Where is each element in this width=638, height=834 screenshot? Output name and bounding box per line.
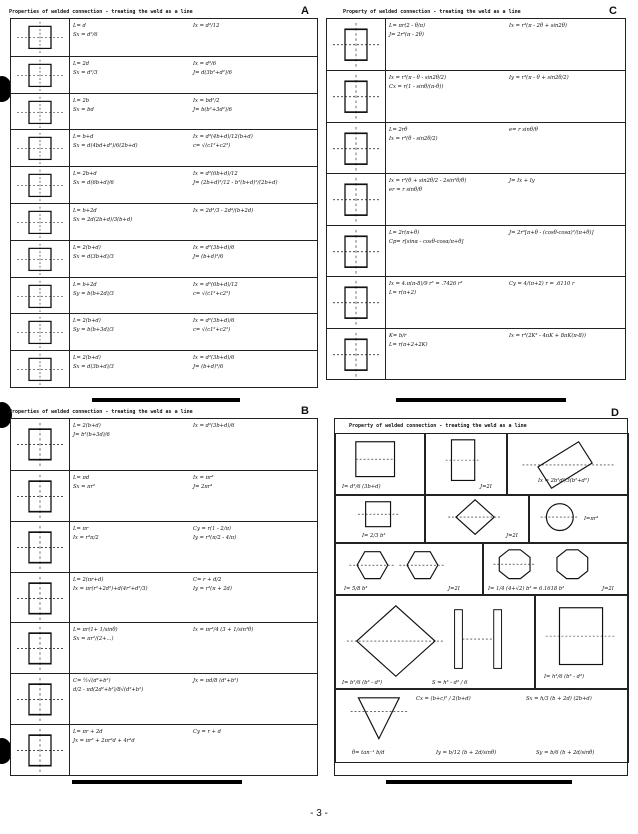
panel-c (326, 5, 626, 380)
table-row (11, 350, 317, 388)
formula: Iy = b/12 (b + 2d/sinθ) (436, 750, 497, 756)
formula: Ix = r³(π - 2θ + sin2θ) (509, 23, 567, 29)
table-row (11, 129, 317, 167)
formula: Sx = d(3b+d)/3 (73, 253, 114, 260)
formula: L= 2b+d (73, 171, 97, 178)
formula: Ix = πr³/4 (3 + 1/sin³θ) (193, 627, 254, 634)
formula: L= πr(2 - θ/π) (389, 23, 426, 29)
formula: e= r sinθ/θ (509, 126, 538, 133)
formula: Ix = d²(3b+d)/6 (193, 244, 235, 251)
panel-d (334, 407, 628, 776)
formula: θ= tan⁻¹ b/d (352, 750, 385, 756)
formula: Cp= r[sinα - cosθ-cosα/π+θ] (389, 238, 464, 245)
diagram-square (335, 495, 425, 543)
formula: J= (2b+d)³/12 - b²(b+d)²/(2b+d) (193, 180, 278, 187)
formula: L= 2rθ (389, 126, 408, 133)
section-diagram (11, 419, 70, 470)
diagram-hollow-square-flanged (535, 595, 629, 689)
formula: J= 2r³(π - 2θ) (389, 32, 424, 38)
formula: Ix = πr(r²+2d²)+d(4r²+d²/3) (73, 585, 148, 592)
formula: Sx = d(3b+d)/3 (73, 364, 114, 371)
section-diagram (327, 174, 386, 225)
formula: Jx = πr³ + 2πr²d + 4r²d (73, 738, 135, 745)
section-diagram (11, 278, 70, 315)
formula: L= 2(πr+d) (73, 576, 104, 583)
formula: J=2I (480, 484, 492, 490)
table-row (327, 19, 625, 70)
diagram-octagon (483, 543, 629, 595)
table-row (11, 203, 317, 241)
formula: J= b(b²+3d²)/6 (193, 106, 232, 113)
panel-b-underline (72, 780, 242, 784)
table-row (11, 470, 317, 522)
formula: I= d²/6 (3b+d) (342, 484, 381, 490)
formula: Sy = b(b+2d)/3 (73, 290, 114, 297)
panel-c-underline (396, 398, 566, 402)
formula: d/2 - πd(2d²+b²)/8√(d²+b²) (73, 687, 144, 694)
formula: L= πd (73, 474, 90, 481)
formula: L= r(π+2+2K) (389, 341, 428, 348)
table-row (327, 328, 625, 380)
table-row (327, 225, 625, 277)
formula: Ix = 4.π(π-8)/9 r³ = .7426 r³ (389, 281, 463, 288)
formula: I= 5/8 b³ (344, 586, 368, 592)
table-row (11, 313, 317, 351)
formula: Sy = b(b+3d)/3 (73, 327, 114, 334)
formula: c= √(c1²+c2²) (193, 327, 231, 334)
panel-b (9, 405, 318, 776)
formula: Ix = r³(π - θ - sin2θ/2) (389, 75, 446, 82)
table-row (11, 19, 317, 56)
formula: Sy = b/6 (b + 2d/sinθ) (536, 750, 595, 756)
section-diagram (11, 130, 70, 167)
diagram-hexagon (335, 543, 483, 595)
panel-title: Properties of welded connection - treating the weld as a line (9, 409, 193, 415)
formula: L= πr(1+ 1/sinθ) (73, 627, 118, 634)
formula: c= √(c1²+c2²) (193, 290, 231, 297)
table-row (327, 122, 625, 174)
formula: Sx = d²/3 (73, 69, 98, 76)
formula: Cx = (b+c)² / 2(b+d) (416, 696, 471, 702)
formula: S = h³ - d³ / 6 (432, 680, 468, 686)
formula: J=2I (602, 586, 614, 592)
panel-letter: B (301, 405, 309, 417)
panel-letter: D (611, 407, 619, 419)
formula: Sx = d(6b+d)/6 (73, 180, 114, 187)
formula: Iy = r³(π/2 - 4/π) (193, 534, 237, 541)
formula: J=2I (448, 586, 460, 592)
panel-letter: A (301, 5, 309, 17)
formula: Ix = r³π/2 (73, 534, 99, 541)
formula: c= √(c1²+c2²) (193, 143, 231, 150)
formula: Jx = πd/8 (d²+b²) (193, 678, 239, 685)
formula: Cx = r(1 - sinθ/(π-θ)) (389, 84, 444, 91)
table-row (11, 419, 317, 470)
formula: I= b²/6 (b³ - d³) (342, 680, 383, 686)
formula: Sx = bd (73, 106, 94, 113)
table-row (11, 673, 317, 725)
diagram-inclined-rect (507, 433, 629, 495)
formula: Iy = r³(π + 2d) (193, 585, 232, 592)
formula: Ix = 2d³/3 - 2d⁴/(b+2d) (193, 208, 254, 214)
section-diagram (11, 94, 70, 131)
table-row (11, 521, 317, 573)
section-diagram (327, 71, 386, 122)
formula: Sx = h/3 (b + 2d) (2b+d) (526, 696, 592, 702)
formula: er = r sinθ/θ (389, 187, 422, 194)
panel-a (9, 5, 318, 388)
formula: J= b³(b+3d)/6 (73, 432, 110, 438)
section-diagram (327, 123, 386, 174)
section-diagram (327, 226, 386, 277)
formula: I=πr³ (584, 516, 599, 522)
formula: L= 2(b+d) (73, 318, 101, 325)
panel-letter: C (609, 5, 617, 17)
formula: L= b+2d (73, 208, 97, 214)
section-diagram (11, 314, 70, 351)
formula: Ix = 2b²d²/3(b²+d²) (538, 478, 589, 484)
formula: L= 2d (73, 60, 90, 67)
panel-title: Property of welded connection - treating the weld as a line (349, 423, 527, 429)
formula: J= d(3b²+d²)/6 (193, 69, 232, 76)
section-diagram (11, 573, 70, 624)
formula: Cy = 4/(π+2) r = .6110 r (509, 281, 575, 288)
page-number: - 3 - (310, 808, 328, 819)
diagram-diamond (425, 495, 529, 543)
formula: Ix = d²(3b+d)/6 (193, 423, 235, 429)
section-diagram (11, 19, 70, 56)
formula: Ix = d³/6 (193, 60, 217, 67)
formula: J= (b+d)³/6 (193, 364, 224, 371)
table-row (11, 724, 317, 776)
diagram-circle (529, 495, 629, 543)
table-row (11, 93, 317, 131)
formula: Ix = d²(3b+d)/6 (193, 318, 235, 325)
formula: Ix = d²(3b+d)/6 (193, 355, 235, 362)
formula: I= h³/6 (b³ - d³) (544, 674, 585, 680)
section-diagram (11, 725, 70, 776)
diagram-hollow-rect (425, 433, 507, 495)
formula: Sx = πr² (73, 483, 96, 490)
formula: Ix = d²(6b+d)/12 (193, 171, 238, 178)
table-row (11, 622, 317, 674)
section-diagram (11, 241, 70, 278)
formula: L= 2(b+d) (73, 423, 101, 429)
panel-title: Properties of welded connection - treating the weld as a line (9, 9, 193, 15)
formula: J= 2r³[π+θ - (cosθ-cosα)²/(π+θ)] (509, 229, 594, 236)
formula: Sx = d²/6 (73, 32, 98, 38)
formula: Sx = πr²/(2+...) (73, 636, 114, 643)
diagram-rect-open (335, 433, 425, 495)
formula: Iy = r³(π - θ + sin2θ/2) (509, 75, 569, 82)
section-diagram (11, 167, 70, 204)
table-row (11, 240, 317, 278)
formula: Ix = d³/12 (193, 23, 220, 29)
panel-a-underline (92, 398, 240, 402)
formula: J=2I (506, 533, 518, 539)
diagram-triangle (335, 689, 629, 763)
formula: I= 1/4 (4+√2) b³ = 6.1618 b³ (488, 586, 565, 592)
formula: C= r + d/2 (193, 576, 222, 583)
formula: L= b+d (73, 134, 94, 141)
formula: Sx = d(4bd+d²)/6(2b+d) (73, 143, 138, 150)
table-row (11, 277, 317, 315)
formula: L= r(π+2) (389, 290, 417, 297)
formula: L= d (73, 23, 86, 29)
table-row (327, 276, 625, 328)
section-diagram (11, 57, 70, 94)
table-row (11, 56, 317, 94)
formula: J= 2πr³ (193, 483, 213, 490)
table-row (327, 173, 625, 225)
section-diagram (11, 674, 70, 725)
formula: K= b/r (389, 332, 407, 339)
table-row (327, 70, 625, 122)
section-diagram (327, 19, 386, 70)
formula: Ix = r³(θ + sin2θ/2 - 2sin²θ/θ) (389, 178, 467, 185)
formula: Cy = r + d (193, 729, 221, 736)
formula: J= (b+d)³/6 (193, 253, 224, 260)
section-diagram (11, 204, 70, 241)
panel-d-underline (386, 780, 572, 784)
formula: Cy = r(1 - 2/π) (193, 525, 231, 532)
section-diagram (11, 623, 70, 674)
table-row (11, 166, 317, 204)
formula: Ix = r³(2K³ - 4πK + 8πK(π-8)) (509, 332, 586, 339)
formula: L= πr + 2d (73, 729, 103, 736)
formula: L= 2b (73, 97, 90, 104)
formula: Ix = πr³ (193, 474, 214, 481)
formula: L= b+2d (73, 281, 97, 288)
formula: L= πr (73, 525, 89, 532)
diagram-flanged-group (335, 595, 535, 689)
formula: I= 2/3 b³ (362, 533, 386, 539)
formula: Sx = 2d(2b+d)/3(b+d) (73, 217, 133, 223)
formula: L= 2(b+d) (73, 355, 101, 362)
formula: L= 2r(π+θ) (389, 229, 420, 236)
section-diagram (11, 351, 70, 388)
formula: Ix = r³(θ - sin2θ/2) (389, 135, 438, 142)
section-diagram (327, 277, 386, 328)
table-row (11, 572, 317, 624)
formula: J= Ix + Iy (509, 178, 535, 185)
formula: Ix = d²(6b+d)/12 (193, 281, 238, 288)
formula: Ix = d³(4b+d)/12(b+d) (193, 134, 253, 141)
formula: L= 2(b+d) (73, 244, 101, 251)
formula: Ix = bd²/2 (193, 97, 220, 104)
section-diagram (11, 471, 70, 522)
panel-title: Property of welded connection - treating the weld as a line (343, 9, 521, 15)
section-diagram (11, 522, 70, 573)
section-diagram (327, 329, 386, 380)
formula: C= ½√(d²+b²) (73, 678, 111, 685)
